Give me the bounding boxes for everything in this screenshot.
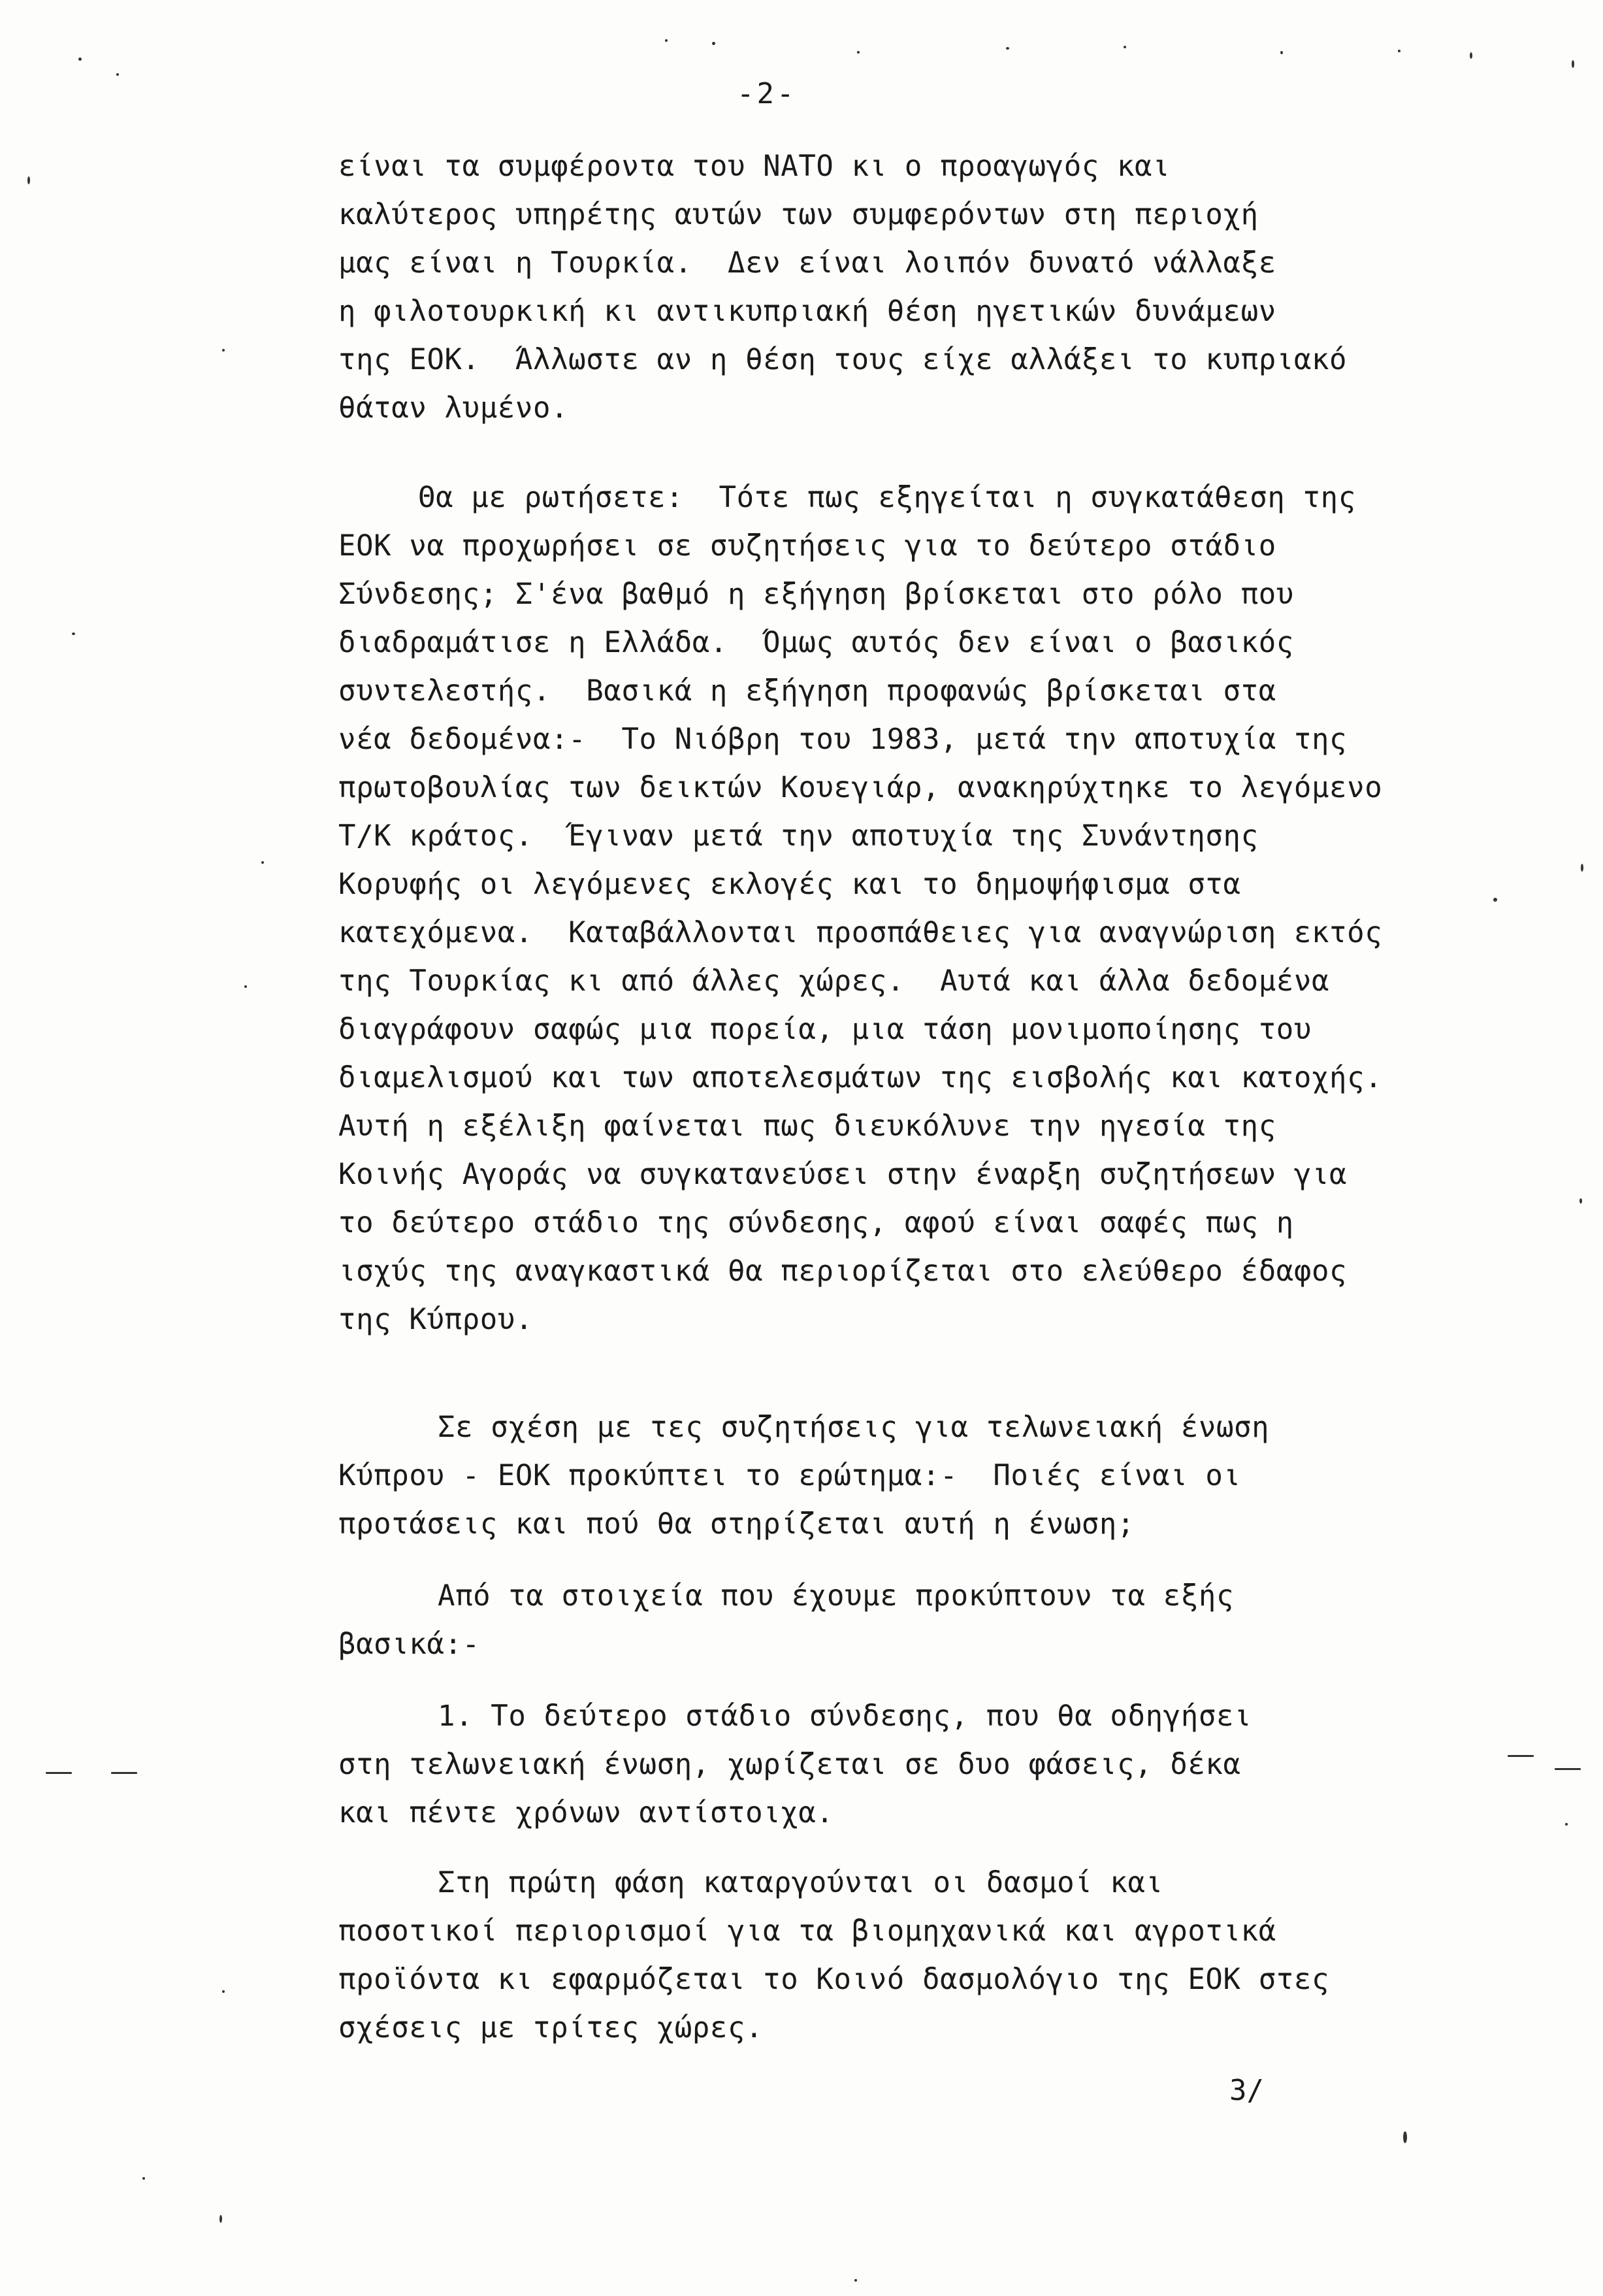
text-line: διαμελισμού και των αποτελεσμάτων της εισβολής και κατοχής. xyxy=(338,1061,1383,1094)
text-line: διαγράφουν σαφώς μια πορεία, μια τάση μονιμοποίησης του xyxy=(338,1013,1312,1046)
text-line: θάταν λυμένο. xyxy=(338,391,569,425)
text-line: Κορυφής οι λεγόμενες εκλογές και το δημοψήφισμα στα xyxy=(338,868,1241,901)
text-line: Σε σχέση με τες συζητήσεις για τελωνειακή ένωση xyxy=(438,1411,1270,1444)
text-line: της ΕΟΚ. Άλλωστε αν η θέση τους είχε αλλάξει το κυπριακό xyxy=(338,343,1348,376)
text-line: προτάσεις και πού θα στηρίζεται αυτή η ένωση; xyxy=(338,1507,1135,1541)
text-line: είναι τα συμφέροντα του ΝΑΤΟ κι ο προαγωγός και xyxy=(338,150,1171,183)
paragraph-2 xyxy=(338,474,1534,1344)
continuation-marker: 3/ xyxy=(1229,2074,1264,2107)
text-line: ισχύς της αναγκαστικά θα περιορίζεται στο ελεύθερο έδαφος xyxy=(338,1255,1348,1288)
text-line: Στη πρώτη φάση καταργούνται οι δασμοί και xyxy=(438,1866,1163,1899)
text-line: ποσοτικοί περιορισμοί για τα βιομηχανικά και αγροτικά xyxy=(338,1914,1276,1948)
text-line: και πέντε χρόνων αντίστοιχα. xyxy=(338,1796,834,1829)
paragraph-5-numbered-item xyxy=(338,1692,1534,1837)
text-line: διαδραμάτισε η Ελλάδα. Όμως αυτός δεν είναι ο βασικός xyxy=(338,626,1294,659)
text-line: σχέσεις με τρίτες χώρες. xyxy=(338,2011,764,2044)
text-line: Τ/Κ κράτος. Έγιναν μετά την αποτυχία της Συνάντησης xyxy=(338,819,1259,853)
text-line: Αυτή η εξέλιξη φαίνεται πως διευκόλυνε την ηγεσία της xyxy=(338,1109,1276,1143)
paragraph-6 xyxy=(338,1859,1534,2052)
paragraph-4 xyxy=(338,1572,1534,1669)
text-line: Από τα στοιχεία που έχουμε προκύπτουν τα εξής xyxy=(438,1579,1235,1613)
text-line: συντελεστής. Βασικά η εξήγηση προφανώς βρίσκεται στα xyxy=(338,674,1276,708)
text-line: της Κύπρου. xyxy=(338,1303,533,1336)
text-line: Κύπρου - ΕΟΚ προκύπτει το ερώτημα:- Ποιές είναι οι xyxy=(338,1459,1241,1492)
text-line: Κοινής Αγοράς να συγκατανεύσει στην έναρξη συζητήσεων για xyxy=(338,1158,1348,1191)
text-line: καλύτερος υπηρέτης αυτών των συμφερόντων στη περιοχή xyxy=(338,198,1259,231)
text-line: πρωτοβουλίας των δεικτών Κουεγιάρ, ανακηρύχτηκε το λεγόμενο xyxy=(338,771,1383,804)
paragraph-3 xyxy=(338,1403,1534,1549)
text-line: της Τουρκίας κι από άλλες χώρες. Αυτά και άλλα δεδομένα xyxy=(338,964,1330,998)
text-line: νέα δεδομένα:- Το Νιόβρη του 1983, μετά την αποτυχία της xyxy=(338,723,1348,756)
text-line: στη τελωνειακή ένωση, χωρίζεται σε δυο φάσεις, δέκα xyxy=(338,1748,1241,1781)
paragraph-1 xyxy=(338,142,1534,433)
text-line: βασικά:- xyxy=(338,1628,480,1661)
text-line: προϊόντα κι εφαρμόζεται το Κοινό δασμολόγιο της ΕΟΚ στες xyxy=(338,1963,1330,1996)
text-line: το δεύτερο στάδιο της σύνδεσης, αφού είναι σαφές πως η xyxy=(338,1206,1294,1239)
page-number: -2- xyxy=(737,77,797,110)
text-line: μας είναι η Τουρκία. Δεν είναι λοιπόν δυνατό νάλλαξε xyxy=(338,246,1276,280)
text-line: 1. Το δεύτερο στάδιο σύνδεσης, που θα οδηγήσει xyxy=(438,1699,1252,1733)
text-line: κατεχόμενα. Καταβάλλονται προσπάθειες για αναγνώριση εκτός xyxy=(338,916,1383,949)
text-line: ΕΟΚ να προχωρήσει σε συζητήσεις για το δεύτερο στάδιο xyxy=(338,529,1276,563)
text-line: η φιλοτουρκική κι αντικυπριακή θέση ηγετικών δυνάμεων xyxy=(338,295,1276,328)
text-line: Θα με ρωτήσετε: Τότε πως εξηγείται η συγκατάθεση της xyxy=(418,481,1356,514)
text-line: Σύνδεσης; Σ'ένα βαθμό η εξήγηση βρίσκεται στο ρόλο που xyxy=(338,578,1294,611)
